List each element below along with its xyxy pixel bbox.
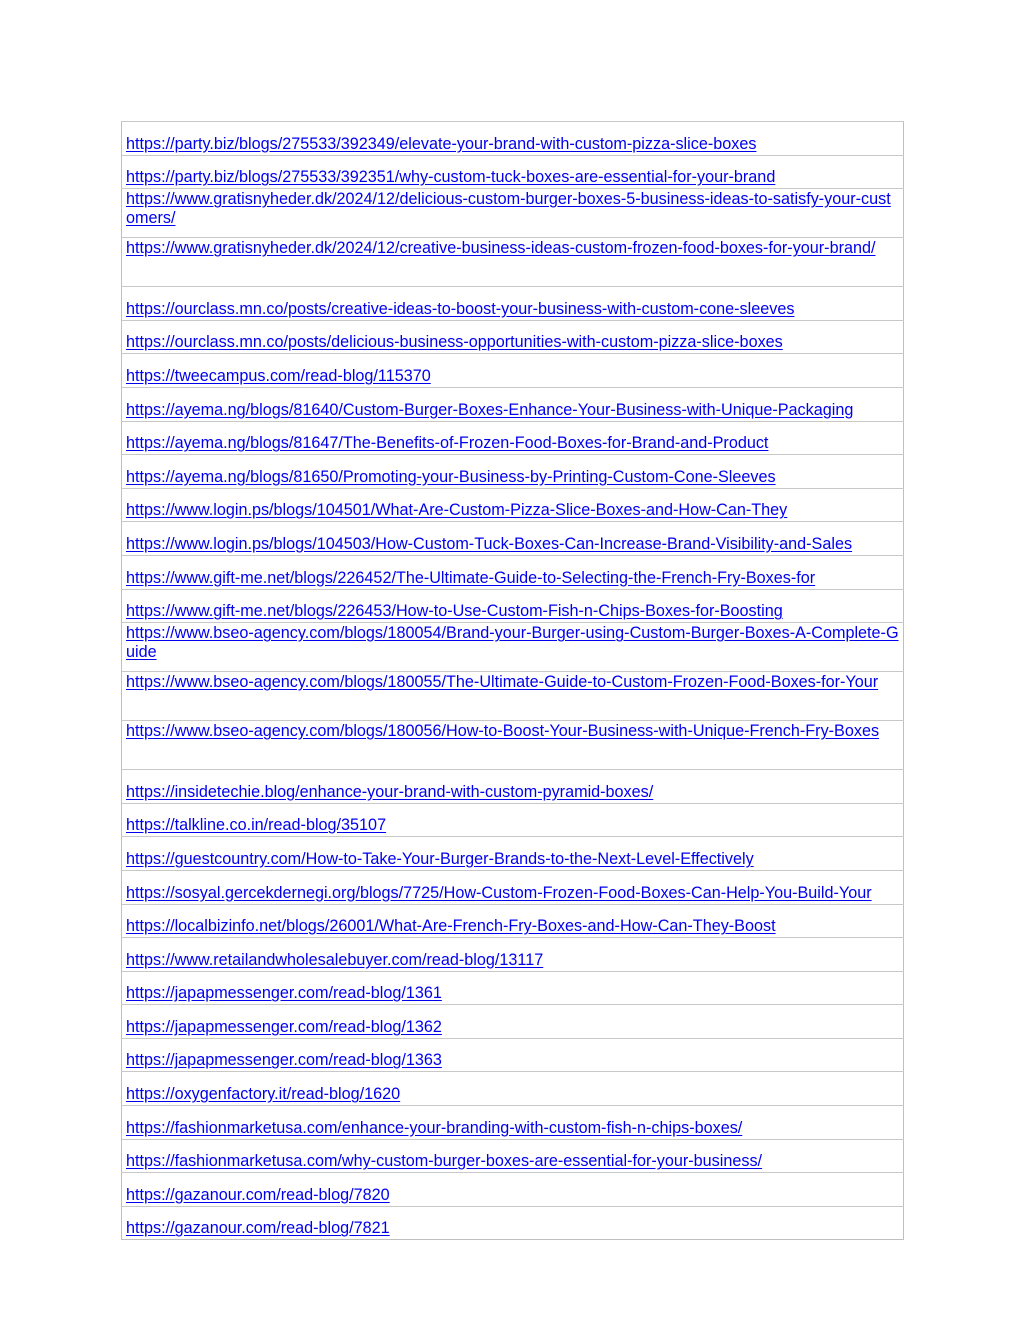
table-cell [122, 421, 904, 455]
table-cell [122, 488, 904, 522]
table-cell [122, 1005, 904, 1039]
table-row [122, 971, 904, 1005]
link[interactable]: https://www.bseo-agency.com/blogs/180055/The-Ultimate-Guide-to-Custom-Frozen-Food-Boxes-for-Your [126, 673, 879, 692]
link[interactable]: https://localbizinfo.net/blogs/26001/What-Are-French-Fry-Boxes-and-How-Can-They-Boost [126, 917, 776, 936]
table-row [122, 1106, 904, 1140]
table-cell [122, 971, 904, 1005]
table-row [122, 803, 904, 837]
table-row [122, 421, 904, 455]
table-row [122, 488, 904, 522]
table-row [122, 904, 904, 938]
table-row [122, 1173, 904, 1207]
link[interactable]: https://gazanour.com/read-blog/7821 [126, 1219, 390, 1238]
table-cell [122, 189, 904, 238]
table-row [122, 287, 904, 321]
table-row [122, 1206, 904, 1240]
link[interactable]: https://ayema.ng/blogs/81640/Custom-Burger-Boxes-Enhance-Your-Business-with-Unique-Packaging [126, 400, 854, 419]
link[interactable]: https://www.retailandwholesalebuyer.com/read-blog/13117 [126, 950, 544, 969]
table-cell [122, 1206, 904, 1240]
table-row [122, 155, 904, 189]
table-row [122, 387, 904, 421]
table-row [122, 1038, 904, 1072]
table-cell [122, 623, 904, 672]
table-row [122, 721, 904, 770]
link[interactable]: https://www.bseo-agency.com/blogs/180054/Brand-your-Burger-using-Custom-Burger-Boxes-A-Complete-Guide [126, 624, 899, 662]
table-cell [122, 1038, 904, 1072]
table-cell [122, 287, 904, 321]
link[interactable]: https://www.gratisnyheder.dk/2024/12/creative-business-ideas-custom-frozen-food-boxes-for-your-brand/ [126, 239, 876, 258]
link[interactable]: https://party.biz/blogs/275533/392349/elevate-your-brand-with-custom-pizza-slice-boxes [126, 134, 757, 153]
link[interactable]: https://party.biz/blogs/275533/392351/why-custom-tuck-boxes-are-essential-for-your-brand [126, 168, 776, 187]
table-cell [122, 672, 904, 721]
link[interactable]: https://ayema.ng/blogs/81650/Promoting-your-Business-by-Printing-Custom-Cone-Sleeves [126, 467, 776, 486]
table-row [122, 522, 904, 556]
table-cell [122, 870, 904, 904]
table-cell [122, 1106, 904, 1140]
link[interactable]: https://ourclass.mn.co/posts/delicious-business-opportunities-with-custom-pizza-slice-boxes [126, 333, 783, 352]
table-row [122, 837, 904, 871]
link[interactable]: https://www.bseo-agency.com/blogs/180056/How-to-Boost-Your-Business-with-Unique-French-Fry-Boxes [126, 722, 880, 741]
link[interactable]: https://japapmessenger.com/read-blog/1362 [126, 1017, 442, 1036]
table-cell [122, 1173, 904, 1207]
table-row [122, 672, 904, 721]
table-row [122, 122, 904, 156]
table-row [122, 1072, 904, 1106]
link[interactable]: https://guestcountry.com/How-to-Take-Your-Burger-Brands-to-the-Next-Level-Effectively [126, 849, 754, 868]
table-cell [122, 455, 904, 489]
table-cell [122, 837, 904, 871]
table-cell [122, 320, 904, 354]
link[interactable]: https://www.login.ps/blogs/104501/What-Are-Custom-Pizza-Slice-Boxes-and-How-Can-They [126, 501, 788, 520]
link[interactable]: https://tweecampus.com/read-blog/115370 [126, 366, 431, 385]
table-cell [122, 904, 904, 938]
link[interactable]: https://fashionmarketusa.com/why-custom-burger-boxes-are-essential-for-your-business/ [126, 1152, 763, 1171]
table-row [122, 320, 904, 354]
table-cell [122, 770, 904, 804]
link[interactable]: https://oxygenfactory.it/read-blog/1620 [126, 1085, 401, 1104]
table-cell [122, 354, 904, 388]
table-row [122, 238, 904, 287]
link[interactable]: https://japapmessenger.com/read-blog/1363 [126, 1051, 442, 1070]
link[interactable]: https://gazanour.com/read-blog/7820 [126, 1185, 390, 1204]
link[interactable]: https://www.gratisnyheder.dk/2024/12/delicious-custom-burger-boxes-5-business-ideas-to-satisfy-your-customers/ [126, 190, 891, 228]
table-row [122, 1139, 904, 1173]
link[interactable]: https://www.gift-me.net/blogs/226453/How-to-Use-Custom-Fish-n-Chips-Boxes-for-Boosting [126, 602, 783, 621]
table-row [122, 870, 904, 904]
table-cell [122, 1072, 904, 1106]
link[interactable]: https://www.login.ps/blogs/104503/How-Custom-Tuck-Boxes-Can-Increase-Brand-Visibility-and-Sales [126, 534, 853, 553]
table-cell [122, 155, 904, 189]
link[interactable]: https://japapmessenger.com/read-blog/1361 [126, 984, 442, 1003]
table-cell [122, 938, 904, 972]
table-cell [122, 803, 904, 837]
table-cell [122, 522, 904, 556]
table-row [122, 938, 904, 972]
table-row [122, 623, 904, 672]
table-row [122, 555, 904, 589]
table-cell [122, 238, 904, 287]
table-row [122, 189, 904, 238]
table-row [122, 455, 904, 489]
table-cell [122, 555, 904, 589]
link[interactable]: https://sosyal.gercekdernegi.org/blogs/7725/How-Custom-Frozen-Food-Boxes-Can-Help-You-Build-Your [126, 883, 872, 902]
link[interactable]: https://talkline.co.in/read-blog/35107 [126, 816, 387, 835]
table-cell [122, 721, 904, 770]
link[interactable]: https://insidetechie.blog/enhance-your-brand-with-custom-pyramid-boxes/ [126, 782, 654, 801]
table-row [122, 354, 904, 388]
link[interactable]: https://ourclass.mn.co/posts/creative-ideas-to-boost-your-business-with-custom-cone-sleeves [126, 299, 795, 318]
table-row [122, 1005, 904, 1039]
table-row [122, 770, 904, 804]
table-cell [122, 122, 904, 156]
link-table [121, 121, 904, 1240]
table-cell [122, 387, 904, 421]
link[interactable]: https://fashionmarketusa.com/enhance-your-branding-with-custom-fish-n-chips-boxes/ [126, 1118, 743, 1137]
table-row [122, 589, 904, 623]
link[interactable]: https://www.gift-me.net/blogs/226452/The-Ultimate-Guide-to-Selecting-the-French-Fry-Boxes-for [126, 568, 816, 587]
table-cell [122, 1139, 904, 1173]
table-cell [122, 589, 904, 623]
link[interactable]: https://ayema.ng/blogs/81647/The-Benefits-of-Frozen-Food-Boxes-for-Brand-and-Product [126, 434, 769, 453]
